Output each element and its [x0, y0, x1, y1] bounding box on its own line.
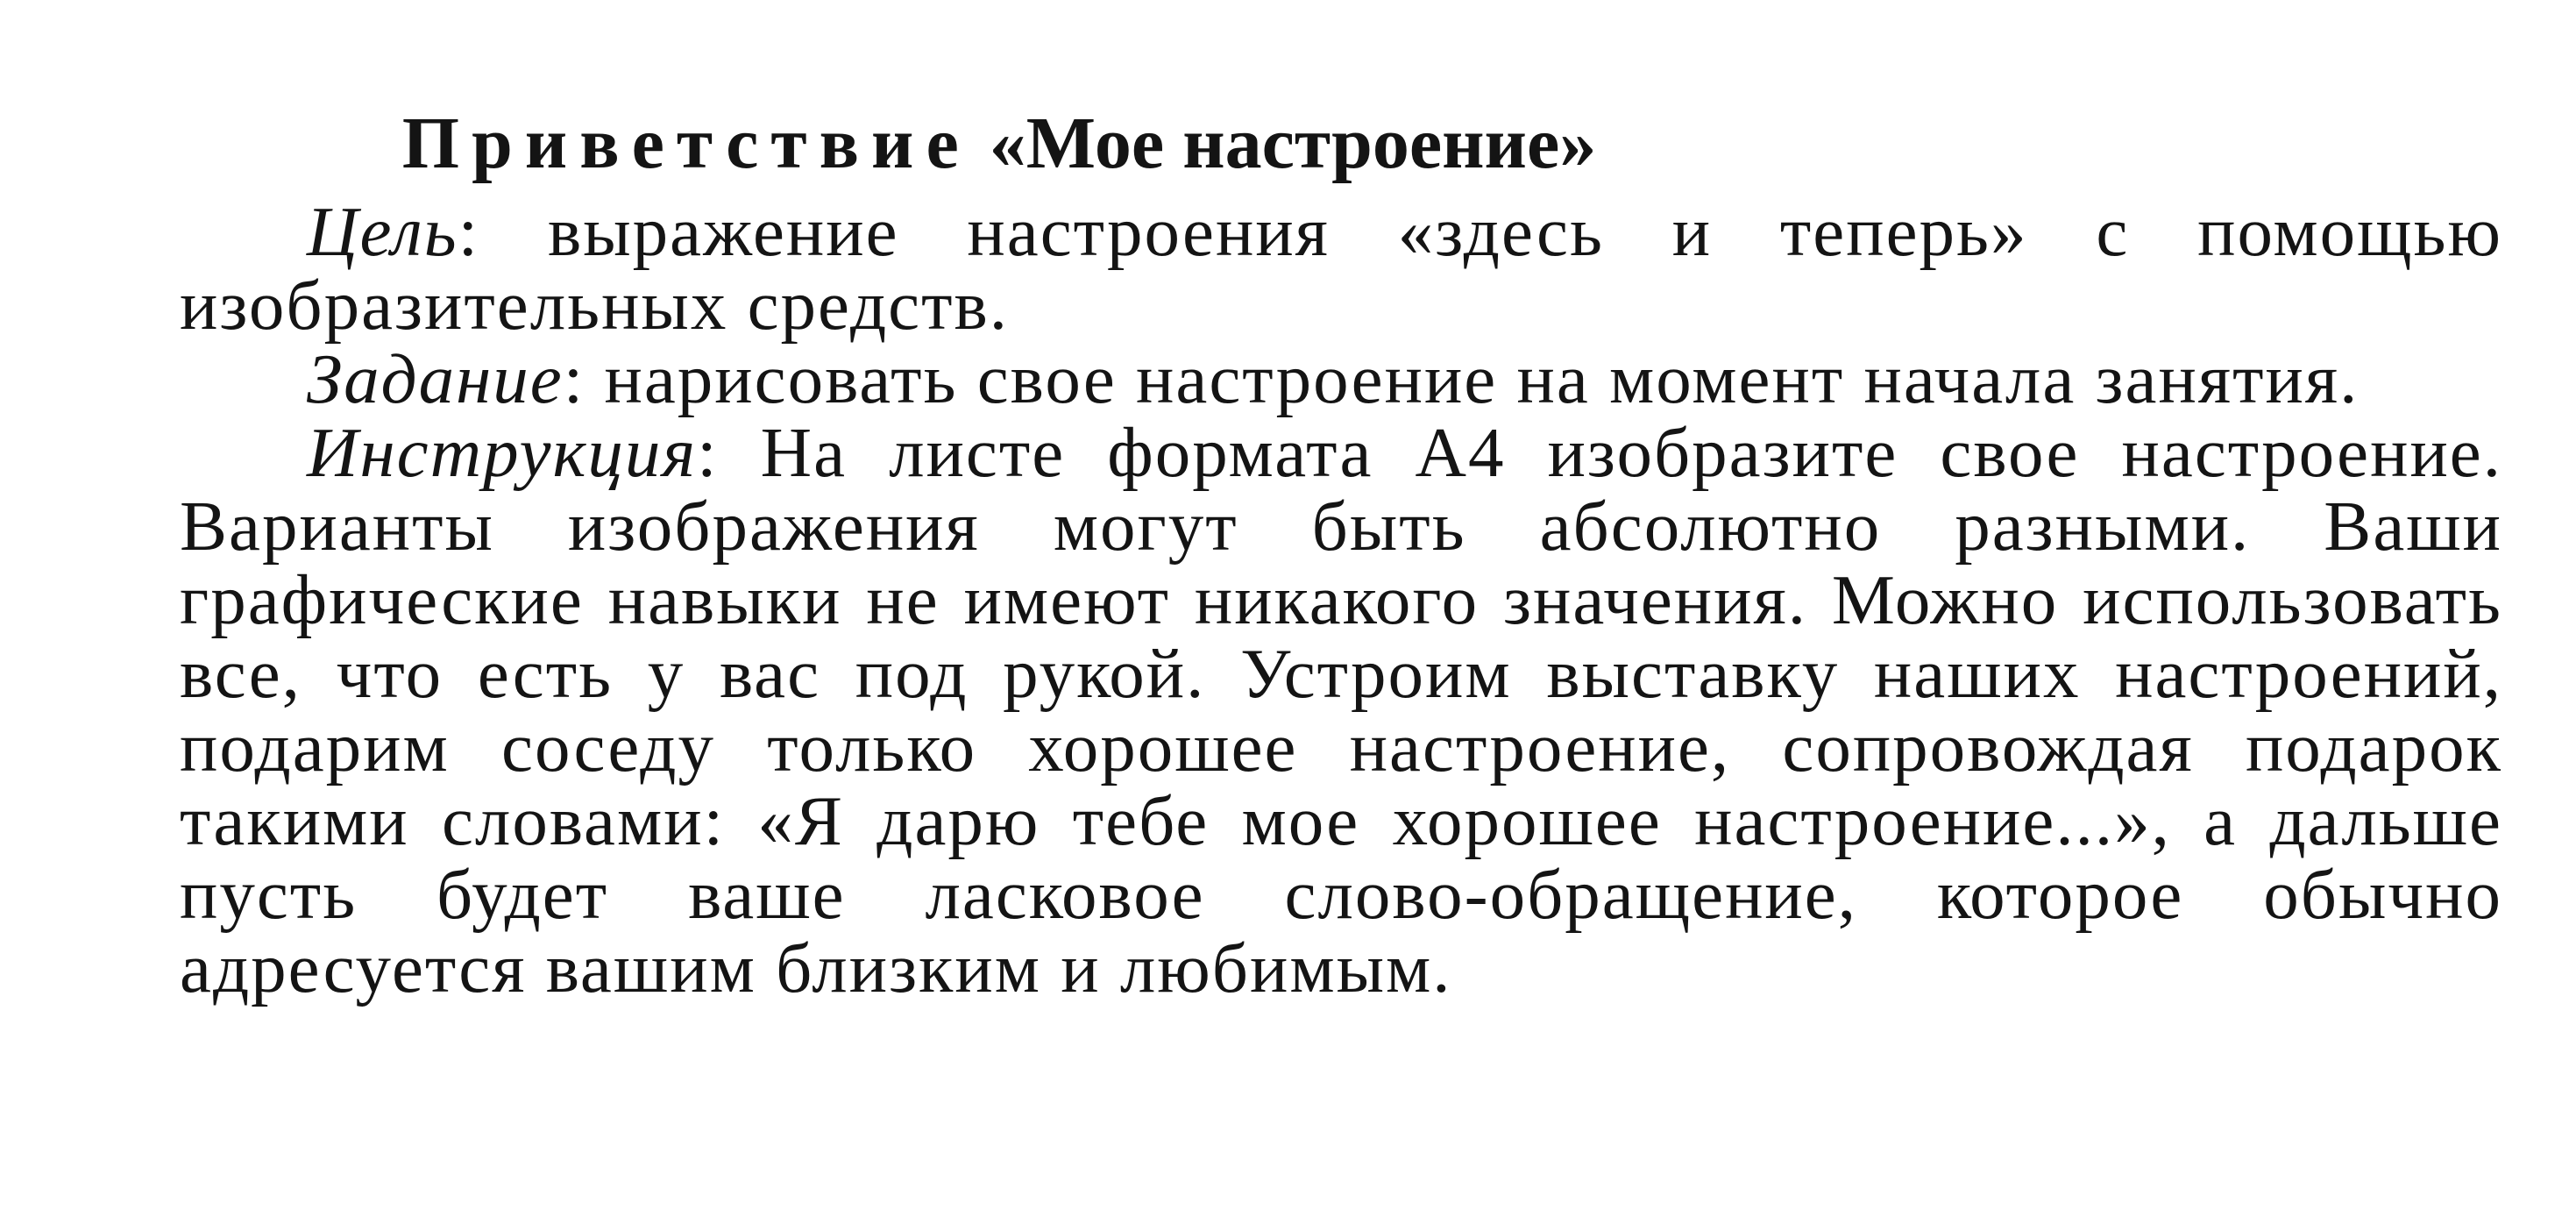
- title-quoted-name: «Мое настроение»: [989, 103, 1597, 185]
- goal-text: : выражение настроения «здесь и теперь» с помощью изобразительных средств.: [180, 192, 2502, 345]
- instruction-label: Инструкция: [307, 413, 698, 492]
- instruction-text: : На листе формата А4 изобразите свое настроение. Варианты изображения могут быть абсолютно разными. Ваши графические навыки не имеют никакого значения. Можно использовать все, что есть у вас под рукой. Устроим выставку наших настроений, подарим соседу только хорошее настроение, сопровождая подарок такими словами: «Я дарю тебе мое хорошее настроение...», а дальше пусть будет ваше ласковое слово-обращение, которое обычно адресуется вашим близким и любимым.: [180, 413, 2502, 1007]
- task-text: : нарисовать свое настроение на момент начала занятия.: [563, 339, 2360, 418]
- document-body: [180, 192, 2502, 1007]
- paragraph-instruction: [180, 413, 2502, 1007]
- page-title: [0, 103, 1998, 184]
- goal-label: Цель: [307, 192, 458, 271]
- title-spaced-word: Приветствие: [401, 103, 971, 185]
- paragraph-task: [180, 339, 2502, 418]
- task-label: Задание: [307, 339, 564, 418]
- paragraph-goal: [180, 192, 2502, 345]
